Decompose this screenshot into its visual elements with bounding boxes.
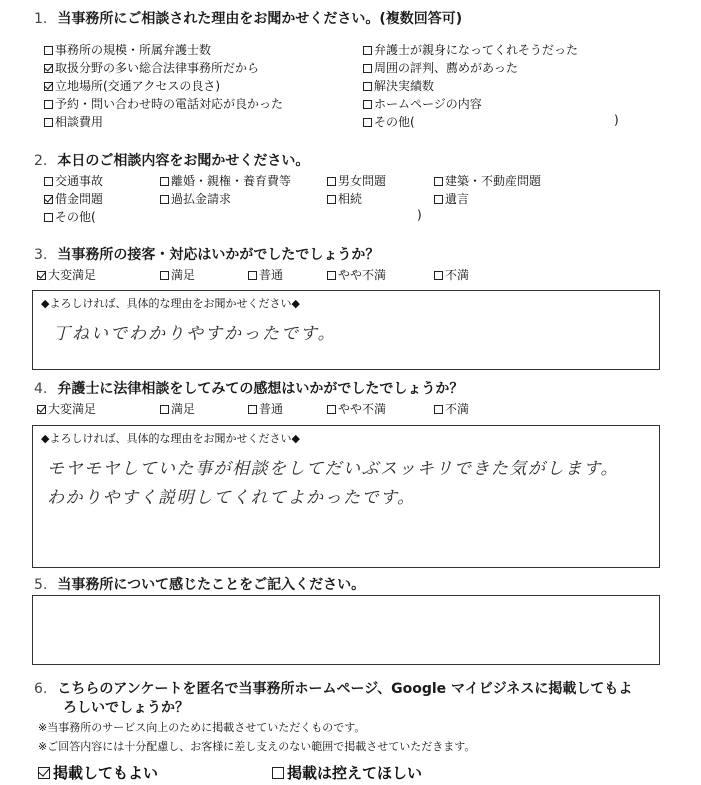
option-label: 予約・問い合わせ時の電話対応が良かった <box>55 97 284 111</box>
option-label: 普通 <box>259 402 284 416</box>
checkbox[interactable] <box>363 100 372 109</box>
checkbox[interactable] <box>38 767 50 779</box>
q4-opt-2[interactable] <box>248 400 283 417</box>
q1-opt-left-3[interactable] <box>44 95 283 112</box>
checkbox[interactable] <box>327 405 336 414</box>
option-label: 過払金請求 <box>171 192 232 206</box>
q2-title <box>34 150 309 170</box>
checkbox[interactable] <box>44 82 53 91</box>
q2-title-text: 本日のご相談内容をお聞かせください。 <box>57 153 310 169</box>
q1-opt-right-1[interactable] <box>363 59 518 76</box>
q2-opt-r2-2[interactable] <box>327 190 362 207</box>
q2-other-close: ) <box>417 208 422 222</box>
q6-title-line1: こちらのアンケートを匿名で当事務所ホームページ、Google マイビジネスに掲載してもよ <box>57 681 633 697</box>
option-label: 取扱分野の多い総合法律事務所だから <box>55 61 260 75</box>
q2-opt-r2-3[interactable] <box>434 190 469 207</box>
option-label: 掲載してもよい <box>53 764 159 782</box>
q4-title-text: 弁護士に法律相談をしてみての感想はいかがでしたでしょうか？ <box>57 381 464 397</box>
option-label: 不満 <box>445 268 470 282</box>
q6-yes-option[interactable] <box>38 762 158 783</box>
checkbox[interactable] <box>44 195 53 204</box>
checkbox[interactable] <box>363 118 372 127</box>
option-label: 満足 <box>171 268 196 282</box>
q6-no-option[interactable] <box>272 762 422 783</box>
option-label: やや不満 <box>338 268 387 282</box>
option-label: 大変満足 <box>48 268 97 282</box>
option-label: 借金問題 <box>55 192 104 206</box>
q5-answer-box[interactable] <box>32 595 660 665</box>
q4-opt-0[interactable] <box>37 400 96 417</box>
q3-number: 3. <box>34 247 48 263</box>
option-label: 建築・不動産問題 <box>445 174 542 188</box>
checkbox[interactable] <box>160 195 169 204</box>
q3-title <box>34 244 379 264</box>
checkbox[interactable] <box>160 177 169 186</box>
q1-number: 1. <box>34 11 48 27</box>
checkbox[interactable] <box>44 177 53 186</box>
q1-opt-left-1[interactable] <box>44 59 259 76</box>
q3-opt-1[interactable] <box>160 266 195 283</box>
option-label: ホームページの内容 <box>374 97 482 111</box>
q3-handwriting-line-0: 丁ねいでわかりやすかったです。 <box>53 324 337 344</box>
q3-opt-4[interactable] <box>434 266 469 283</box>
option-label: 相続 <box>338 192 363 206</box>
option-label: 解決実績数 <box>374 79 435 93</box>
checkbox[interactable] <box>434 177 443 186</box>
checkbox[interactable] <box>37 271 46 280</box>
checkbox[interactable] <box>363 82 372 91</box>
q1-opt-right-2[interactable] <box>363 77 434 94</box>
option-label: 周囲の評判、薦めがあった <box>374 61 518 75</box>
option-label: 交通事故 <box>55 174 104 188</box>
checkbox[interactable] <box>327 177 336 186</box>
checkbox[interactable] <box>44 46 53 55</box>
q5-title-text: 当事務所について感じたことをご記入ください。 <box>57 577 366 593</box>
q5-title <box>34 574 365 594</box>
q2-opt-r1-0[interactable] <box>44 172 103 189</box>
option-label: その他( <box>374 115 415 129</box>
option-label: 立地場所(交通アクセスの良さ) <box>55 79 221 93</box>
q3-opt-3[interactable] <box>327 266 386 283</box>
q6-note-1: ※当事務所のサービス向上のために掲載させていただくものです。 <box>38 721 366 734</box>
option-label: 普通 <box>259 268 284 282</box>
q1-title <box>34 8 462 28</box>
option-label: 離婚・親権・養育費等 <box>171 174 292 188</box>
q2-opt-r1-1[interactable] <box>160 172 291 189</box>
option-label: 男女問題 <box>338 174 387 188</box>
checkbox[interactable] <box>160 271 169 280</box>
checkbox[interactable] <box>248 271 257 280</box>
q1-other-close: ) <box>614 113 619 127</box>
q6-number: 6. <box>34 681 48 697</box>
checkbox[interactable] <box>434 405 443 414</box>
option-label: やや不満 <box>338 402 387 416</box>
q2-opt-r2-1[interactable] <box>160 190 231 207</box>
checkbox[interactable] <box>37 405 46 414</box>
checkbox[interactable] <box>363 46 372 55</box>
q3-box-header: ◆よろしければ、具体的な理由をお聞かせください◆ <box>41 297 300 310</box>
q1-opt-right-3[interactable] <box>363 95 482 112</box>
option-label: 満足 <box>171 402 196 416</box>
q1-title-text: 当事務所にご相談された理由をお聞かせください。(複数回答可) <box>57 11 463 27</box>
checkbox[interactable] <box>44 64 53 73</box>
q4-handwriting-line-0: モヤモヤしていた事が相談をしてだいぶスッキリできた気がします。 <box>47 459 619 479</box>
option-label: 遺言 <box>445 192 470 206</box>
checkbox[interactable] <box>327 271 336 280</box>
checkbox[interactable] <box>160 405 169 414</box>
q3-answer-box[interactable] <box>32 290 660 370</box>
option-label: 事務所の規模・所属弁護士数 <box>55 43 212 57</box>
q2-opt-r1-3[interactable] <box>434 172 541 189</box>
option-label: 掲載は控えてほしい <box>287 764 423 782</box>
q4-answer-box[interactable] <box>32 425 660 568</box>
checkbox[interactable] <box>44 100 53 109</box>
q4-opt-1[interactable] <box>160 400 195 417</box>
q6-note-2: ※ご回答内容には十分配慮し、お客様に差し支えのない範囲で掲載させていただきます。 <box>38 740 476 753</box>
checkbox[interactable] <box>327 195 336 204</box>
checkbox[interactable] <box>434 195 443 204</box>
q3-opt-2[interactable] <box>248 266 283 283</box>
q4-handwriting-line-1: わかりやすく説明してくれてよかったです。 <box>47 488 416 508</box>
q2-opt-r2-0[interactable] <box>44 190 103 207</box>
q4-number: 4. <box>34 381 48 397</box>
q4-opt-3[interactable] <box>327 400 386 417</box>
q1-opt-left-2[interactable] <box>44 77 220 94</box>
q6-title <box>34 678 632 698</box>
checkbox[interactable] <box>248 405 257 414</box>
checkbox[interactable] <box>434 271 443 280</box>
q4-opt-4[interactable] <box>434 400 469 417</box>
q1-opt-right-4[interactable] <box>363 113 415 130</box>
option-label: 相談費用 <box>55 115 104 129</box>
q4-title <box>34 378 463 398</box>
q6-title-line2: ろしいでしょうか？ <box>63 700 189 716</box>
q2-opt-r1-2[interactable] <box>327 172 386 189</box>
q5-number: 5. <box>34 577 48 593</box>
q4-box-header: ◆よろしければ、具体的な理由をお聞かせください◆ <box>41 432 300 445</box>
checkbox[interactable] <box>44 213 53 222</box>
q2-number: 2. <box>34 153 48 169</box>
option-label: 不満 <box>445 402 470 416</box>
q3-title-text: 当事務所の接客・対応はいかがでしたでしょうか？ <box>57 247 380 263</box>
option-label: 弁護士が親身になってくれそうだった <box>374 43 579 57</box>
option-label: 大変満足 <box>48 402 97 416</box>
checkbox[interactable] <box>44 118 53 127</box>
q1-opt-right-0[interactable] <box>363 41 578 58</box>
option-label: その他( <box>55 210 96 224</box>
checkbox[interactable] <box>363 64 372 73</box>
q1-opt-left-0[interactable] <box>44 41 211 58</box>
q3-opt-0[interactable] <box>37 266 96 283</box>
checkbox[interactable] <box>272 767 284 779</box>
q2-opt-other[interactable] <box>44 208 96 225</box>
q1-opt-left-4[interactable] <box>44 113 103 130</box>
